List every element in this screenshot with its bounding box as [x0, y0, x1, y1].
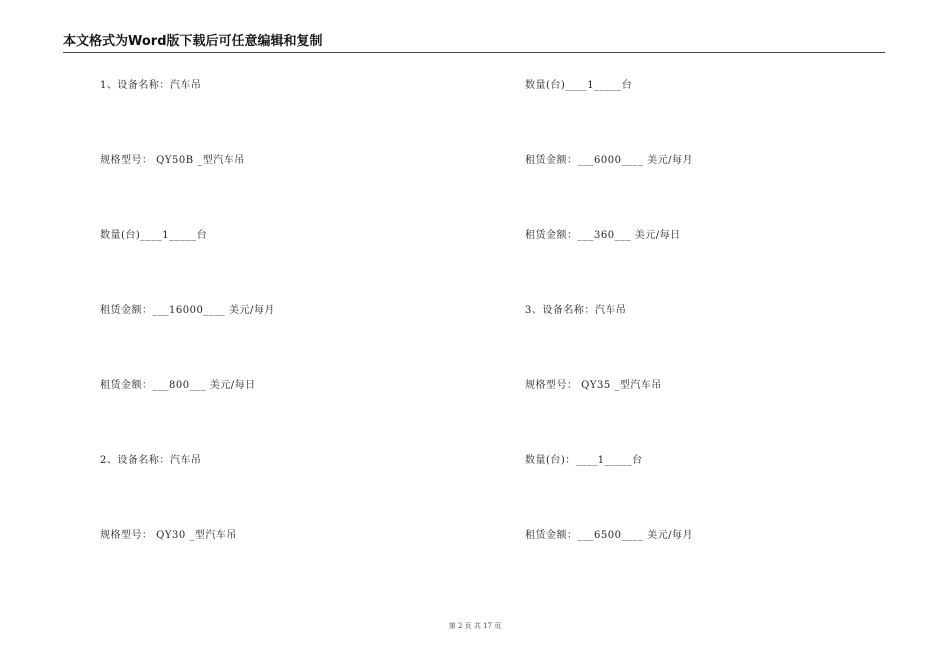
right-line-3: 租赁金额：___360___ 美元/每日 [525, 230, 681, 241]
left-line-4: 租赁金额：___16000____ 美元/每月 [100, 305, 275, 316]
right-line-1: 数量(台)____1_____台 [525, 80, 633, 91]
left-line-2: 规格型号： QY50B _型汽车吊 [100, 155, 245, 166]
left-line-5: 租赁金额：___800___ 美元/每日 [100, 380, 256, 391]
page-footer: 第 2 页 共 17 页 [448, 622, 502, 630]
right-line-4: 3、设备名称：汽车吊 [525, 305, 627, 316]
page-header [63, 34, 885, 53]
right-line-6: 数量(台)：____1_____台 [525, 455, 643, 466]
right-line-2: 租赁金额：___6000____ 美元/每月 [525, 155, 693, 166]
left-line-6: 2、设备名称：汽车吊 [100, 455, 202, 466]
right-line-5: 规格型号： QY35 _型汽车吊 [525, 380, 662, 391]
right-line-7: 租赁金额：___6500____ 美元/每月 [525, 530, 693, 541]
header-title: 本文格式为Word版下载后可任意编辑和复制 [63, 34, 323, 49]
left-line-1: 1、设备名称：汽车吊 [100, 80, 202, 91]
left-line-3: 数量(台)____1_____台 [100, 230, 208, 241]
left-line-7: 规格型号： QY30 _型汽车吊 [100, 530, 237, 541]
